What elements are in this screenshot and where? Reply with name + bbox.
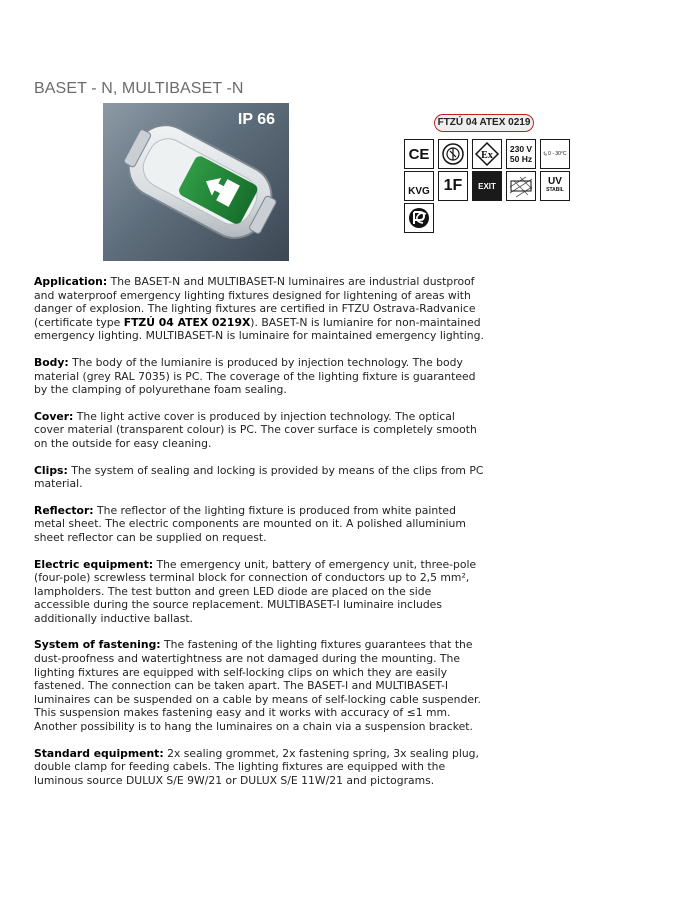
product-photo — [103, 103, 289, 261]
section-electric-equipment — [34, 558, 484, 626]
exit-text: EXIT — [478, 181, 496, 191]
certificate-number: FTZÚ 04 ATEX 0219X — [123, 315, 251, 329]
section-text: 2x sealing grommet, 2x fastening spring, 3x sealing plug, double clamp for feeding cabels. The lighting fixtures are equipped with the luminous source DULUX S/E 9W/21 or DULUX S/E 11W/21 and pictograms. — [34, 746, 479, 787]
voltage-line-1: 230 V — [509, 144, 533, 154]
certificate-label: FTZÚ 04 ATEX 0219 — [434, 114, 534, 132]
section-reflector — [34, 504, 484, 545]
section-heading: Body: — [34, 355, 69, 369]
kvg-text: KVG — [408, 186, 430, 197]
section-heading: Cover: — [34, 409, 74, 423]
ce-mark-text: CE — [408, 145, 430, 163]
section-text: The body of the lumianire is produced by injection technology. The body material (grey RAL 7035) is PC. The coverage of the lighting fixture is guaranteed by the clamping of polyurethane foam sealing. — [34, 355, 476, 397]
section-heading: Application: — [34, 275, 108, 288]
section-heading: Reflector: — [34, 503, 94, 517]
section-heading: Standard equipment: — [34, 746, 164, 760]
section-text: ). BASET-N is lumianire for non-maintained emergency lighting. MULTIBASET-N is luminaire for maintained emergency lighting. — [34, 315, 484, 343]
ip-rating-label: IP 66 — [237, 111, 275, 128]
section-cover — [34, 410, 484, 451]
protection-class-icon — [438, 139, 468, 169]
voltage-mark — [506, 139, 536, 169]
page-title: BASET - N, MULTIBASET -N — [34, 80, 244, 97]
voltage-line-2: 50 Hz — [509, 154, 533, 164]
class-1f-text: 1F — [443, 177, 463, 194]
stabil-text: STABIL — [546, 187, 564, 193]
section-text: The light active cover is produced by injection technology. The optical cover material (transparent colour) is PC. The cover surface is completely smooth on the outside for easy cleaning. — [34, 409, 477, 450]
section-body — [34, 356, 484, 397]
uv-text: UV — [548, 176, 562, 187]
section-heading: System of fastening: — [34, 638, 161, 652]
section-clips — [34, 464, 484, 491]
uv-stabil-mark — [540, 171, 570, 201]
exit-sign-icon — [472, 171, 502, 201]
ce-mark-icon — [404, 139, 434, 169]
svg-text:Ex: Ex — [481, 150, 493, 161]
description — [34, 275, 484, 800]
section-text: The system of sealing and locking is provided by means of the clips from PC material. — [34, 463, 484, 491]
section-text: The emergency unit, battery of emergency unit, three-pole (four-pole) screwless terminal block for connection of conductors up to 2,5 mm², lampholders. The test button and green LED diode are placed on the side accessible during the source replacement. MULTIBASET-I luminaire includes additionally inductive ballast. — [34, 557, 477, 625]
section-system-of-fastening — [34, 638, 484, 733]
section-heading: Clips: — [34, 463, 68, 477]
temperature-text: tₐ 0 - 30°C — [543, 151, 567, 157]
mounting-surface-icon — [506, 171, 536, 201]
section-standard-equipment — [34, 747, 484, 788]
section-application — [34, 275, 484, 343]
gost-r-certification-icon — [404, 203, 434, 233]
class-1f-mark — [438, 171, 468, 201]
section-text: The BASET-N and MULTIBASET-N luminaires are industrial dustproof and waterproof emergency lighting fixtures designed for lightening of areas with danger of explosion. The lighting fixtures are certified in FTZU Ostrava-Radvanice (certificate type — [34, 275, 476, 329]
section-text: The reflector of the lighting fixture is produced from white painted metal sheet. The electric components are mounted on it. A polished alluminium sheet reflector can be supplied on request. — [34, 503, 466, 544]
kvg-mark — [404, 171, 434, 201]
section-text: The fastening of the lighting fixtures guarantees that the dust-proofness and watertightness are not damaged during the mounting. The lighting fixtures are equipped with self-locking clips on which they are easily fastened. The connection can be taken apart. The BASET-I and MULTIBASET-I luminaires can be suspended on a cable by means of self-locking cable suspender. This suspension makes fastening easy and it works with accuracy of ≤1 mm. Another possibility is to hang the luminaires on a chain via a suspension bracket. — [34, 638, 481, 734]
section-heading: Electric equipment: — [34, 557, 154, 571]
temperature-mark — [540, 139, 570, 169]
ex-explosion-proof-icon — [472, 139, 502, 169]
